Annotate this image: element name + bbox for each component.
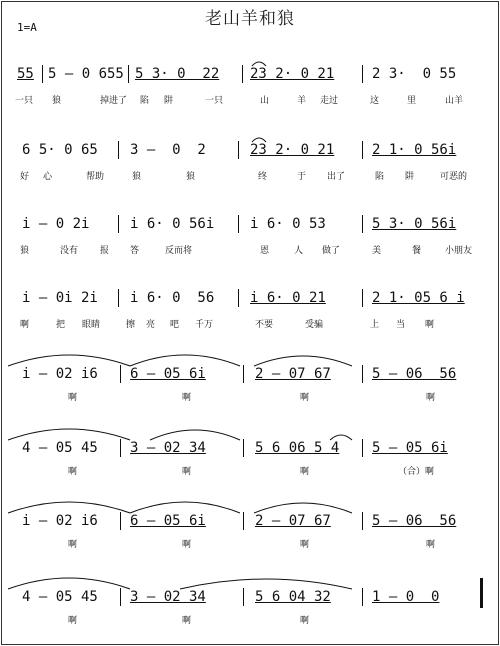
slur-arc — [8, 429, 130, 440]
lyric-syllable: 阱 — [164, 96, 174, 106]
lyric-syllable: 反而将 — [165, 246, 193, 256]
lyric-syllable: 啊 — [182, 393, 192, 403]
lyric-syllable: 美 — [372, 246, 382, 256]
lyric-syllable: 啊 — [68, 467, 78, 477]
measure-notes: 6 5· 0 65 — [22, 142, 98, 158]
slur-arc — [8, 355, 130, 366]
slur-arc — [150, 430, 240, 440]
lyric-syllable: 里 — [407, 96, 417, 106]
lyric-syllable: 亮 — [146, 320, 156, 330]
song-title: 老山羊和狼 — [205, 9, 295, 29]
measure-notes: i – 0i 2i — [22, 290, 98, 306]
measure-notes: i – 02 i6 — [22, 366, 98, 382]
measure-notes: 2 3· 0 55 — [372, 66, 457, 82]
lyric-syllable: 啊 — [68, 616, 78, 626]
lyric-syllable: 可恶的 — [440, 172, 468, 182]
lyric-syllable: 终 — [258, 172, 268, 182]
measure-notes: 2 – 07 67 — [255, 513, 331, 529]
measure-notes: 2 1· 0 56i — [372, 142, 457, 158]
lyric-syllable: 啊 — [182, 540, 192, 550]
lyric-syllable: 受骗 — [305, 320, 324, 330]
measure-notes: i 6· 0 21 — [250, 290, 326, 306]
measure-notes: 3 – 02 34 — [130, 589, 206, 605]
measure-notes: 5 – 06 56 — [372, 366, 457, 382]
measure-notes: 2 1· 05 6 i — [372, 290, 465, 306]
lyric-syllable: 餐 — [412, 246, 422, 256]
slur-arc — [330, 435, 352, 440]
lyric-syllable: 当 — [396, 320, 406, 330]
lyric-syllable: 阱 — [405, 172, 415, 182]
key-signature: 1=A — [17, 21, 37, 34]
lyric-syllable: 千万 — [195, 320, 214, 330]
lyric-syllable: 陷 — [375, 172, 385, 182]
slur-arc — [254, 356, 352, 366]
lyric-syllable: 啊 — [182, 467, 192, 477]
lyric-syllable: 一只 — [205, 96, 224, 106]
measure-notes: 5 3· 0 56i — [372, 216, 457, 232]
slur-arc — [130, 502, 240, 513]
lyric-syllable: 啊 — [300, 393, 310, 403]
slur-arc — [252, 62, 266, 66]
lyric-syllable: 小朋友 — [445, 246, 473, 256]
lyric-syllable: 出了 — [327, 172, 346, 182]
measure-notes: 5 3· 0 22 — [135, 66, 220, 82]
lyric-syllable: 啊 — [68, 393, 78, 403]
lyric-syllable: 啊 — [68, 540, 78, 550]
measure-notes: 23 2· 0 21 — [250, 66, 335, 82]
lyric-syllable: 啊 — [300, 467, 310, 477]
measure-notes: 4 – 05 45 — [22, 440, 98, 456]
lyric-syllable: 不要 — [255, 320, 274, 330]
lyric-syllable: 一只 — [15, 96, 34, 106]
lyric-syllable: 啊 — [182, 616, 192, 626]
lyric-syllable: 人 — [294, 246, 304, 256]
slur-arc — [8, 502, 130, 513]
lyric-syllable: （合）啊 — [398, 467, 435, 477]
lyric-syllable: 心 — [43, 172, 53, 182]
lyric-syllable: 啊 — [300, 540, 310, 550]
lyric-syllable: 于 — [297, 172, 307, 182]
measure-notes: 3 – 0 2 — [130, 142, 206, 158]
measure-notes: 2 – 07 67 — [255, 366, 331, 382]
slur-arc — [254, 503, 352, 513]
lyric-syllable: 帮助 — [86, 172, 105, 182]
measure-notes: 3 – 02 34 — [130, 440, 206, 456]
measure-notes: 6 – 05 6i — [130, 366, 206, 382]
measure-notes: 6 – 05 6i — [130, 513, 206, 529]
lyric-syllable: 啊 — [426, 393, 436, 403]
lyric-syllable: 上 — [370, 320, 380, 330]
lyric-syllable: 做了 — [322, 246, 341, 256]
measure-notes: 1 – 0 0 — [372, 589, 440, 605]
measure-notes: 4 – 05 45 — [22, 589, 98, 605]
lyric-syllable: 山羊 — [445, 96, 464, 106]
lyric-syllable: 把 — [56, 320, 66, 330]
lyric-syllable: 啊 — [20, 320, 30, 330]
measure-notes: i 6· 0 56i — [130, 216, 215, 232]
final-barline — [480, 578, 483, 608]
lyric-syllable: 狼 — [52, 96, 62, 106]
measure-notes: 5 6 06 5 4 — [255, 440, 340, 456]
lyric-syllable: 啊 — [300, 616, 310, 626]
lyric-syllable: 吧 — [170, 320, 180, 330]
slur-arc — [252, 138, 266, 142]
lyric-syllable: 报 — [100, 246, 110, 256]
lyric-syllable: 好 — [20, 172, 30, 182]
slur-arc — [180, 579, 352, 589]
measure-notes: 5 – 06 56 — [372, 513, 457, 529]
lyric-syllable: 掉进了 — [100, 96, 128, 106]
lyric-syllable: 山 — [260, 96, 270, 106]
lyric-syllable: 走过 — [320, 96, 339, 106]
slur-arc — [130, 355, 240, 366]
measure-notes: 5 6 04 32 — [255, 589, 331, 605]
measure-notes: 55 — [17, 66, 34, 82]
lyric-syllable: 答 — [130, 246, 140, 256]
lyric-syllable: 这 — [370, 96, 380, 106]
lyric-syllable: 啊 — [425, 320, 435, 330]
lyric-syllable: 擦 — [126, 320, 136, 330]
lyric-syllable: 陷 — [140, 96, 150, 106]
slur-arc — [8, 578, 130, 589]
measure-notes: i 6· 0 56 — [130, 290, 215, 306]
lyric-syllable: 狼 — [132, 172, 142, 182]
measure-notes: i 6· 0 53 — [250, 216, 326, 232]
lyric-syllable: 恩 — [260, 246, 270, 256]
lyric-syllable: 啊 — [426, 540, 436, 550]
measure-notes: i – 02 i6 — [22, 513, 98, 529]
lyric-syllable: 眼睛 — [82, 320, 101, 330]
measure-notes: 5 – 05 6i — [372, 440, 448, 456]
measure-notes: i – 0 2i — [22, 216, 90, 232]
lyric-syllable: 没有 — [60, 246, 79, 256]
measure-notes: 5 – 0 655 — [48, 66, 124, 82]
lyric-syllable: 狼 — [186, 172, 196, 182]
measure-notes: 23 2· 0 21 — [250, 142, 335, 158]
lyric-syllable: 狼 — [20, 246, 30, 256]
lyric-syllable: 羊 — [297, 96, 307, 106]
